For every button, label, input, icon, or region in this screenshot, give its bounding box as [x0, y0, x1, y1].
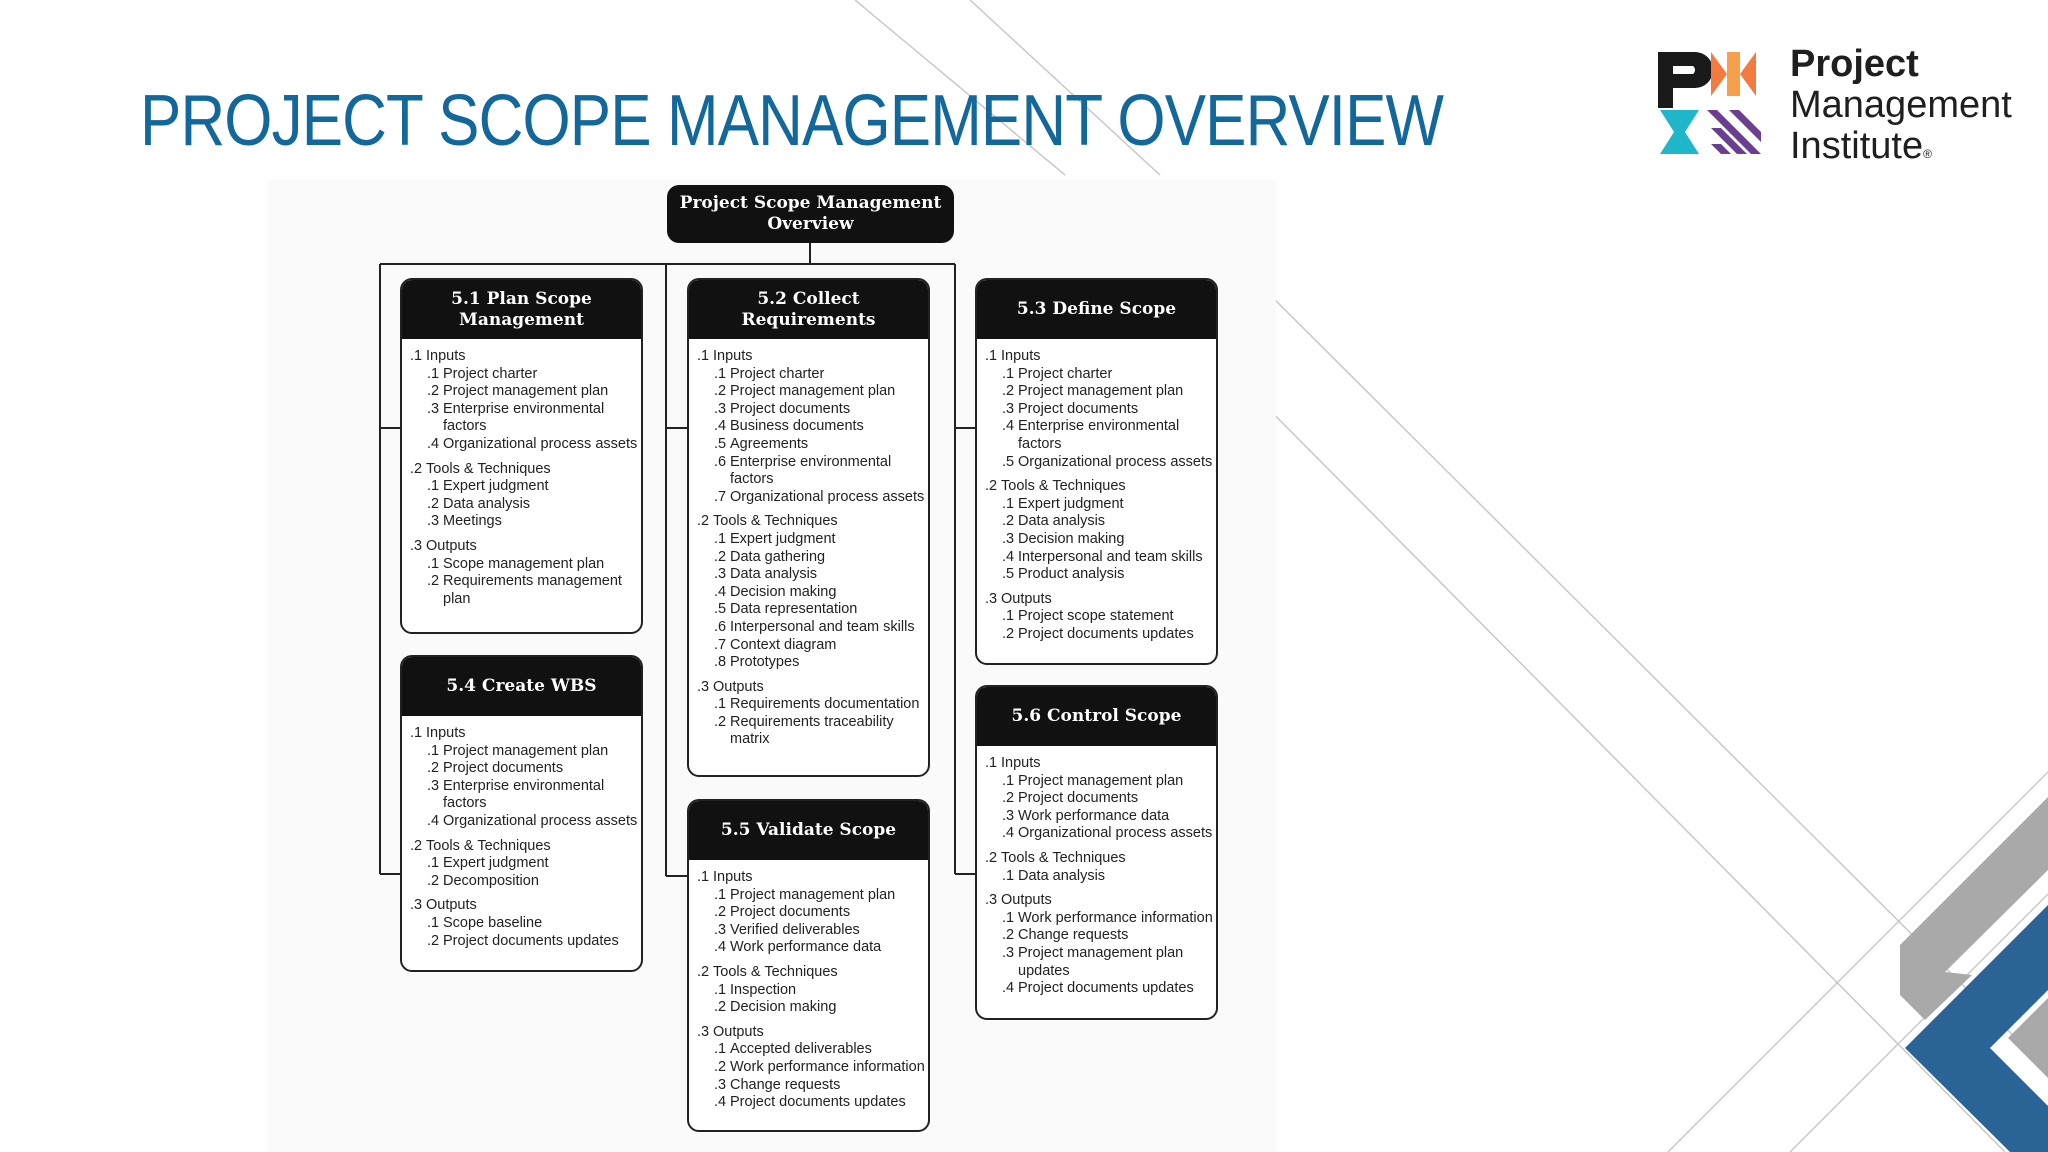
item-text: Project documents updates [1018, 625, 1194, 642]
item-number: .2 [1002, 513, 1015, 530]
process-section [697, 679, 924, 749]
item-text: Requirements management [443, 573, 622, 590]
section-heading [985, 348, 1212, 366]
item-text: Project documents [730, 400, 851, 417]
list-item [985, 531, 1212, 549]
list-item [697, 436, 924, 454]
item-text: Scope management plan [443, 555, 605, 572]
section-label: Inputs [1001, 755, 1041, 771]
item-number: .1 [427, 478, 440, 495]
item-text: Project documents updates [1018, 980, 1194, 997]
section-heading [410, 725, 637, 743]
process-section [985, 348, 1212, 471]
process-section [410, 838, 637, 891]
section-number: .3 [410, 897, 423, 914]
section-heading [985, 478, 1212, 496]
list-item [410, 573, 637, 591]
list-item [985, 454, 1212, 472]
list-item [410, 813, 637, 831]
item-text: Prototypes [730, 654, 800, 671]
list-item [985, 825, 1212, 843]
section-heading [410, 348, 637, 366]
list-item [985, 513, 1212, 531]
list-item [985, 608, 1212, 626]
item-text: Project management plan [443, 742, 609, 759]
section-number: .1 [985, 755, 998, 771]
item-text: Enterprise environmental [730, 453, 892, 470]
section-label: Tools & Techniques [426, 460, 551, 477]
item-number: .2 [427, 573, 440, 590]
list-item [985, 945, 1212, 963]
item-text: Project management plan [730, 383, 896, 400]
item-text: Enterprise environmental [443, 777, 605, 794]
item-text: Project charter [1018, 365, 1113, 382]
list-item [697, 489, 924, 507]
list-item [410, 933, 637, 951]
list-item [697, 887, 924, 905]
item-text-continuation: updates [1018, 962, 1070, 979]
item-number: .2 [1002, 790, 1015, 807]
process-section [697, 869, 924, 957]
list-item [985, 773, 1212, 791]
registered-mark: ® [1923, 147, 1932, 161]
list-item [410, 915, 637, 933]
item-number: .1 [427, 855, 440, 872]
item-text: Project management plan [1018, 944, 1184, 961]
process-section [410, 348, 637, 454]
section-number: .2 [985, 478, 998, 495]
process-section [697, 964, 924, 1017]
process-box-title: 5.2 Collect Requirements [689, 280, 928, 339]
item-number: .2 [714, 713, 727, 730]
item-number: .5 [714, 435, 727, 452]
section-heading [697, 679, 924, 697]
list-item [410, 436, 637, 454]
process-section [697, 348, 924, 506]
item-text: Decision making [1018, 530, 1125, 547]
list-item [697, 1059, 924, 1077]
logo-line3: Institute [1790, 125, 1924, 167]
process-section [410, 725, 637, 831]
list-item [697, 696, 924, 714]
list-item [985, 927, 1212, 945]
item-text: Change requests [730, 1076, 841, 1093]
item-text: Organizational process assets [1018, 825, 1213, 842]
item-text: Inspection [730, 981, 797, 998]
item-number: .2 [427, 760, 440, 777]
section-heading [985, 850, 1212, 868]
item-number: .3 [1002, 400, 1015, 417]
list-item [697, 566, 924, 584]
process-section [985, 850, 1212, 885]
process-box-body [689, 339, 928, 749]
process-section [410, 461, 637, 531]
list-item [410, 760, 637, 778]
section-heading [410, 538, 637, 556]
logo-line2: Management [1790, 84, 2012, 126]
item-text-continuation: matrix [730, 731, 770, 748]
item-number: .2 [714, 999, 727, 1016]
item-number: .2 [427, 872, 440, 889]
list-item [410, 383, 637, 401]
item-number: .5 [714, 601, 727, 618]
item-text-continuation: factors [1018, 435, 1062, 452]
item-number: .1 [1002, 608, 1015, 625]
item-text: Scope baseline [443, 914, 543, 931]
item-text: Expert judgment [730, 530, 836, 547]
item-text: Work performance data [1018, 807, 1170, 824]
item-number: .1 [427, 365, 440, 382]
process-box [687, 278, 930, 777]
item-number: .3 [1002, 944, 1015, 961]
process-box [687, 799, 930, 1132]
list-item [697, 531, 924, 549]
section-label: Outputs [426, 897, 477, 914]
section-heading [410, 838, 637, 856]
section-label: Inputs [713, 869, 753, 885]
item-text-continuation: factors [730, 471, 774, 488]
process-section [985, 591, 1212, 644]
process-section [410, 897, 637, 950]
item-text: Data analysis [443, 495, 531, 512]
section-number: .2 [697, 963, 710, 980]
item-text: Change requests [1018, 927, 1129, 944]
item-number: .1 [427, 742, 440, 759]
section-heading [410, 461, 637, 479]
item-text: Organizational process assets [730, 488, 925, 505]
item-text: Project management plan [443, 383, 609, 400]
section-label: Inputs [426, 348, 466, 364]
item-text: Organizational process assets [443, 435, 638, 452]
section-label: Outputs [713, 1023, 764, 1040]
item-text: Requirements traceability [730, 713, 894, 730]
item-text: Expert judgment [1018, 495, 1124, 512]
item-number: .3 [427, 400, 440, 417]
item-text: Accepted deliverables [730, 1041, 872, 1058]
item-text: Interpersonal and team skills [730, 618, 915, 635]
item-number: .5 [1002, 566, 1015, 583]
item-text: Organizational process assets [443, 812, 638, 829]
item-number: .3 [1002, 530, 1015, 547]
item-number: .2 [427, 383, 440, 400]
list-item [697, 654, 924, 672]
list-item [985, 868, 1212, 886]
process-box [975, 278, 1218, 665]
item-number: .4 [714, 583, 727, 600]
list-item [697, 1094, 924, 1112]
list-item [985, 566, 1212, 584]
section-label: Inputs [1001, 348, 1041, 364]
section-heading [697, 513, 924, 531]
item-text: Project documents [1018, 400, 1139, 417]
section-number: .3 [985, 590, 998, 607]
item-number: .1 [714, 981, 727, 998]
item-number: .2 [1002, 927, 1015, 944]
list-item [697, 904, 924, 922]
list-item [697, 999, 924, 1017]
process-section [410, 538, 637, 608]
item-number: .3 [427, 777, 440, 794]
list-item [697, 418, 924, 436]
item-number: .7 [714, 636, 727, 653]
item-text: Expert judgment [443, 478, 549, 495]
process-section [985, 755, 1212, 843]
list-item [697, 637, 924, 655]
section-heading [410, 897, 637, 915]
section-heading [985, 892, 1212, 910]
list-item [985, 910, 1212, 928]
section-number: .1 [410, 725, 423, 741]
list-item [410, 366, 637, 384]
item-text-continuation: factors [443, 795, 487, 812]
list-item [410, 401, 637, 419]
item-text: Enterprise environmental [1018, 418, 1180, 435]
list-item [410, 496, 637, 514]
list-item [697, 714, 924, 732]
list-item [697, 619, 924, 637]
item-text: Project management plan [1018, 383, 1184, 400]
list-item [697, 549, 924, 567]
item-number: .1 [427, 555, 440, 572]
list-item [697, 939, 924, 957]
item-number: .4 [714, 418, 727, 435]
item-text: Project management plan [1018, 772, 1184, 789]
section-number: .3 [697, 678, 710, 695]
process-box-title: 5.1 Plan Scope Management [402, 280, 641, 339]
item-number: .2 [427, 932, 440, 949]
item-number: .4 [1002, 418, 1015, 435]
section-label: Tools & Techniques [1001, 849, 1126, 866]
section-number: .1 [410, 348, 423, 364]
section-label: Outputs [713, 678, 764, 695]
section-label: Outputs [1001, 590, 1052, 607]
process-box-title: 5.6 Control Scope [977, 687, 1216, 746]
item-text: Expert judgment [443, 855, 549, 872]
list-item [985, 626, 1212, 644]
section-label: Tools & Techniques [1001, 478, 1126, 495]
item-number: .5 [1002, 453, 1015, 470]
process-section [697, 1024, 924, 1112]
item-text: Project documents [443, 760, 564, 777]
item-text: Project documents updates [730, 1094, 906, 1111]
section-number: .2 [410, 460, 423, 477]
process-box [975, 685, 1218, 1020]
item-text: Product analysis [1018, 566, 1125, 583]
section-heading [985, 755, 1212, 773]
section-label: Outputs [426, 537, 477, 554]
item-number: .1 [1002, 867, 1015, 884]
process-box-body [402, 716, 641, 950]
section-number: .1 [985, 348, 998, 364]
list-item [985, 383, 1212, 401]
item-text: Work performance data [730, 939, 882, 956]
list-item [985, 401, 1212, 419]
item-text: Business documents [730, 418, 864, 435]
process-box-title: 5.4 Create WBS [402, 657, 641, 716]
list-item [985, 808, 1212, 826]
process-box [400, 655, 643, 972]
item-text: Work performance information [1018, 909, 1213, 926]
item-number: .6 [714, 453, 727, 470]
item-number: .3 [1002, 807, 1015, 824]
item-text: Organizational process assets [1018, 453, 1213, 470]
item-number: .3 [714, 400, 727, 417]
section-heading [697, 964, 924, 982]
item-text: Project documents [730, 904, 851, 921]
list-item [410, 873, 637, 891]
item-number: .2 [714, 383, 727, 400]
list-item [985, 790, 1212, 808]
item-text: Interpersonal and team skills [1018, 548, 1203, 565]
item-text-continuation: factors [443, 418, 487, 435]
item-text: Context diagram [730, 636, 837, 653]
item-number: .3 [427, 513, 440, 530]
item-number: .1 [1002, 909, 1015, 926]
section-label: Inputs [713, 348, 753, 364]
process-box-body [689, 860, 928, 1112]
section-label: Tools & Techniques [426, 837, 551, 854]
item-number: .8 [714, 654, 727, 671]
list-item [410, 478, 637, 496]
section-heading [697, 348, 924, 366]
list-item [410, 513, 637, 531]
item-number: .4 [714, 1094, 727, 1111]
list-item [697, 922, 924, 940]
section-number: .1 [697, 869, 710, 885]
item-text-continuation: plan [443, 590, 471, 607]
section-number: .2 [697, 513, 710, 530]
section-heading [985, 591, 1212, 609]
item-number: .2 [1002, 625, 1015, 642]
item-number: .2 [714, 548, 727, 565]
item-text: Requirements documentation [730, 696, 920, 713]
item-text: Meetings [443, 513, 502, 530]
item-number: .1 [714, 1041, 727, 1058]
item-number: .4 [1002, 825, 1015, 842]
list-item [985, 980, 1212, 998]
item-number: .2 [714, 1058, 727, 1075]
item-number: .1 [714, 886, 727, 903]
item-number: .2 [1002, 383, 1015, 400]
item-number: .3 [714, 1076, 727, 1093]
item-text: Data representation [730, 601, 858, 618]
item-number: .4 [427, 435, 440, 452]
diagram-root-node: Project Scope Management Overview [667, 185, 954, 243]
item-number: .7 [714, 488, 727, 505]
list-item [410, 556, 637, 574]
section-heading [697, 869, 924, 887]
section-number: .3 [985, 892, 998, 909]
item-text: Decomposition [443, 872, 539, 889]
page-title: PROJECT SCOPE MANAGEMENT OVERVIEW [140, 81, 1444, 161]
list-item [985, 418, 1212, 436]
item-number: .1 [427, 914, 440, 931]
list-item [697, 1041, 924, 1059]
item-number: .6 [714, 618, 727, 635]
list-item [410, 855, 637, 873]
list-item [985, 549, 1212, 567]
list-item [697, 454, 924, 472]
list-item [697, 982, 924, 1000]
process-box-body [977, 339, 1216, 644]
item-text: Data gathering [730, 548, 826, 565]
section-number: .2 [985, 849, 998, 866]
list-item [985, 496, 1212, 514]
item-number: .1 [1002, 495, 1015, 512]
item-text: Project documents [1018, 790, 1139, 807]
item-text: Decision making [730, 999, 837, 1016]
item-number: .1 [1002, 772, 1015, 789]
item-text: Project charter [730, 365, 825, 382]
item-number: .4 [1002, 548, 1015, 565]
item-text: Work performance information [730, 1058, 925, 1075]
section-label: Tools & Techniques [713, 513, 838, 530]
process-box-body [402, 339, 641, 608]
item-text: Data analysis [730, 566, 818, 583]
list-item [410, 778, 637, 796]
section-number: .1 [697, 348, 710, 364]
process-box [400, 278, 643, 634]
list-item [985, 366, 1212, 384]
item-number: .4 [714, 939, 727, 956]
item-text: Project charter [443, 365, 538, 382]
process-section [697, 513, 924, 671]
section-label: Outputs [1001, 892, 1052, 909]
item-number: .1 [714, 530, 727, 547]
process-section [985, 892, 1212, 998]
item-number: .1 [714, 696, 727, 713]
item-text: Data analysis [1018, 867, 1106, 884]
item-number: .3 [714, 566, 727, 583]
list-item [697, 601, 924, 619]
process-box-body [977, 746, 1216, 998]
list-item [697, 584, 924, 602]
section-heading [697, 1024, 924, 1042]
process-box-title: 5.3 Define Scope [977, 280, 1216, 339]
logo-line1: Project [1790, 43, 1919, 85]
item-text: Data analysis [1018, 513, 1106, 530]
item-text: Project documents updates [443, 932, 619, 949]
item-text: Agreements [730, 435, 809, 452]
list-item [697, 366, 924, 384]
section-label: Tools & Techniques [713, 963, 838, 980]
item-text: Verified deliverables [730, 921, 860, 938]
item-text: Decision making [730, 583, 837, 600]
item-number: .2 [427, 495, 440, 512]
section-number: .3 [697, 1023, 710, 1040]
item-number: .1 [714, 365, 727, 382]
item-text: Project management plan [730, 886, 896, 903]
item-number: .1 [1002, 365, 1015, 382]
list-item [697, 1077, 924, 1095]
section-label: Inputs [426, 725, 466, 741]
section-number: .2 [410, 837, 423, 854]
list-item [697, 383, 924, 401]
process-box-title: 5.5 Validate Scope [689, 801, 928, 860]
item-number: .2 [714, 904, 727, 921]
list-item [410, 743, 637, 761]
item-text: Project scope statement [1018, 608, 1174, 625]
list-item [697, 401, 924, 419]
item-number: .3 [714, 921, 727, 938]
item-number: .4 [1002, 980, 1015, 997]
section-number: .3 [410, 537, 423, 554]
item-text: Enterprise environmental [443, 400, 605, 417]
process-section [985, 478, 1212, 584]
item-number: .4 [427, 812, 440, 829]
